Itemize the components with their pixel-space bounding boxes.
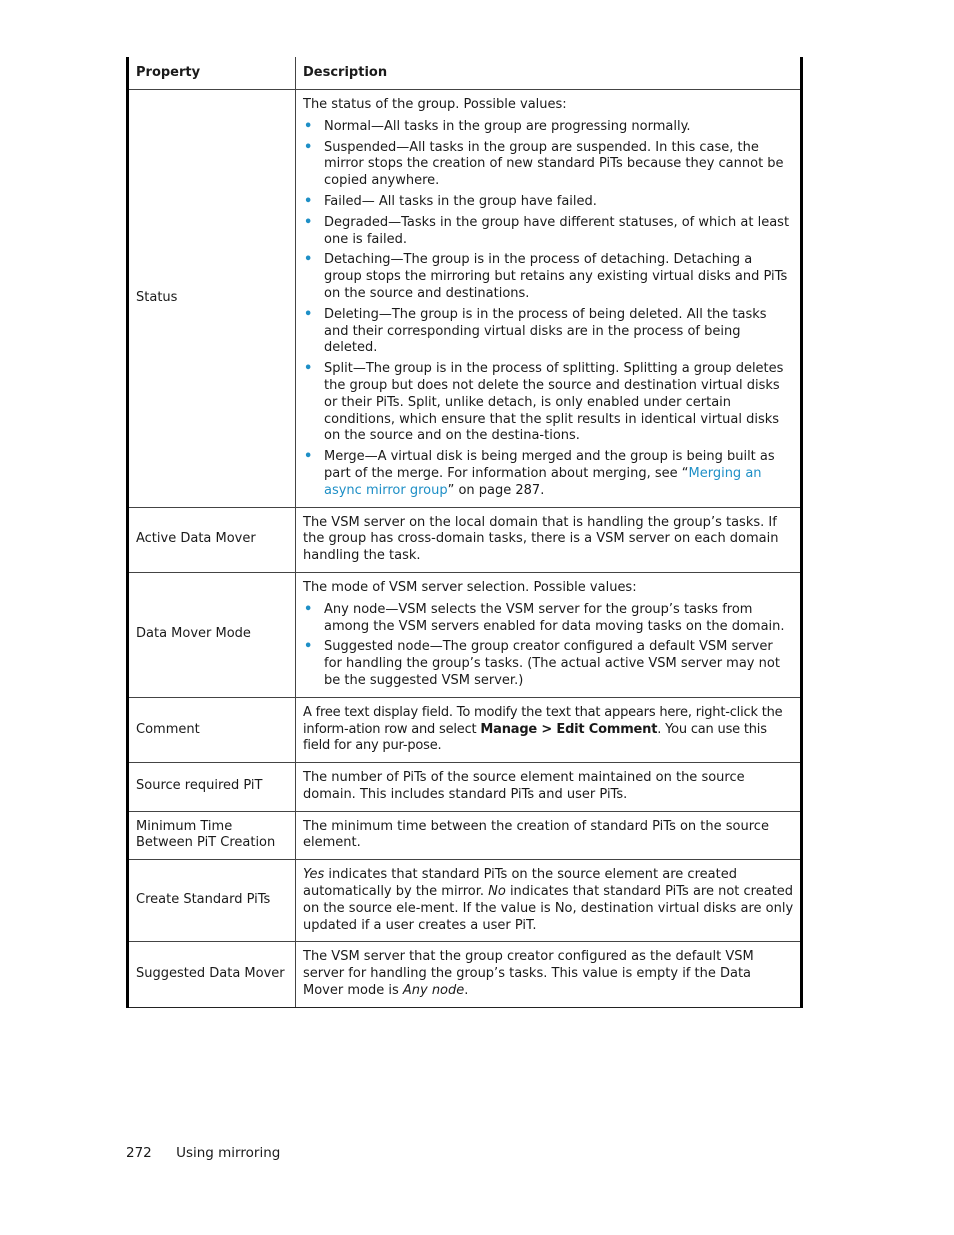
table-row [128,507,802,572]
table-row [128,572,802,697]
bullet-icon: • [304,361,313,377]
manage-edit-comment-label: Manage > Edit Comment [480,721,658,737]
header-description: Description [296,57,802,90]
description-active-data-mover: The VSM server on the local domain that is handling the group’s tasks. If the group has cross-domain tasks, there is a VSM server on each domain handling the task. [296,507,802,572]
list-item: • Failed— All tasks in the group have failed. [304,193,597,209]
property-create-standard-pits: Create Standard PiTs [128,860,296,942]
property-minimum-time: Minimum Time Between PiT Creation [128,811,296,860]
property-table [126,57,803,1008]
description-status [296,90,802,508]
bullet-icon: • [304,139,313,155]
table-row [128,763,802,812]
bullet-icon: • [304,118,313,134]
status-intro: The status of the group. Possible values: [303,97,567,112]
bullet-icon: • [304,639,313,655]
list-item: • Merge—A virtual disk is being merged and the group is being built as part of the merge. For information about merging, see “Merging an async mirror group” on page 287. [304,449,775,498]
description-minimum-time: The minimum time between the creation of standard PiTs on the source element. [296,811,802,860]
property-suggested-data-mover: Suggested Data Mover [128,942,296,1007]
bullet-icon: • [304,306,313,322]
table-row [128,811,802,860]
page-footer [126,1145,280,1161]
list-item: • Suggested node—The group creator configured a default VSM server for handling the group’s tasks. (The actual active VSM server may not be the suggested VSM server.) [304,639,780,688]
bullet-icon: • [304,601,313,617]
table-row [128,90,802,508]
description-create-standard-pits: Yes indicates that standard PiTs on the source element are created automatically by the mirror. No indicates that standard PiTs are not created on the source ele-ment. If the value is No, destination virtual disks are only updated if a user creates a user PiT. [296,860,802,942]
list-item: • Deleting—The group is in the process of being deleted. All the tasks and their corresponding virtual disks are in the process of being deleted. [304,306,767,356]
list-item: • Suspended—All tasks in the group are suspended. In this case, the mirror stops the creation of new standard PiTs because they cannot be copied anywhere. [304,139,784,189]
list-item: • Detaching—The group is in the process of detaching. Detaching a group stops the mirroring but retains any existing virtual disks and PiTs on the source and destinations. [304,252,788,301]
list-item: • Degraded—Tasks in the group have different statuses, of which at least one is failed. [304,214,790,247]
data-mover-mode-intro: The mode of VSM server selection. Possible values: [303,579,637,595]
description-data-mover-mode [296,572,802,697]
list-item: • Split—The group is in the process of splitting. Splitting a group deletes the group but does not delete the source and destination virtual disks or their PiTs. Split, unlike detach, is only enabled under certain conditions, which ensure that the split results in identical virtual disks on the source and on the destina-tions. [304,361,784,444]
property-status: Status [128,90,296,508]
table-header-row [128,57,802,90]
table-row [128,860,802,942]
bullet-icon: • [304,252,313,268]
property-data-mover-mode: Data Mover Mode [128,572,296,697]
property-source-required-pit: Source required PiT [128,763,296,812]
page-number: 272 [126,1145,152,1161]
bullet-icon: • [304,449,313,465]
description-source-required-pit: The number of PiTs of the source element maintained on the source domain. This includes standard PiTs and user PiTs. [296,763,802,812]
table-row [128,942,802,1007]
bullet-icon: • [304,193,313,209]
status-values-list [303,119,794,500]
bullet-icon: • [304,214,313,230]
table-row [128,697,802,762]
property-active-data-mover: Active Data Mover [128,507,296,572]
header-property: Property [128,57,296,90]
description-suggested-data-mover: The VSM server that the group creator configured as the default VSM server for handling the group’s tasks. This value is empty if the Data Mover mode is Any node. [296,942,802,1007]
list-item: • Normal—All tasks in the group are progressing normally. [304,118,691,134]
data-mover-mode-list [303,602,794,690]
property-comment: Comment [128,697,296,762]
section-title: Using mirroring [176,1145,281,1161]
description-comment: A free text display field. To modify the text that appears here, right-click the inform-ation row and select Manage > Edit Comment. You can use this field for any pur-pose. [296,697,802,762]
merging-async-mirror-link[interactable]: Merging an async mirror group [324,465,762,498]
list-item: • Any node—VSM selects the VSM server for the group’s tasks from among the VSM servers enabled for data moving tasks on the domain. [304,601,785,634]
